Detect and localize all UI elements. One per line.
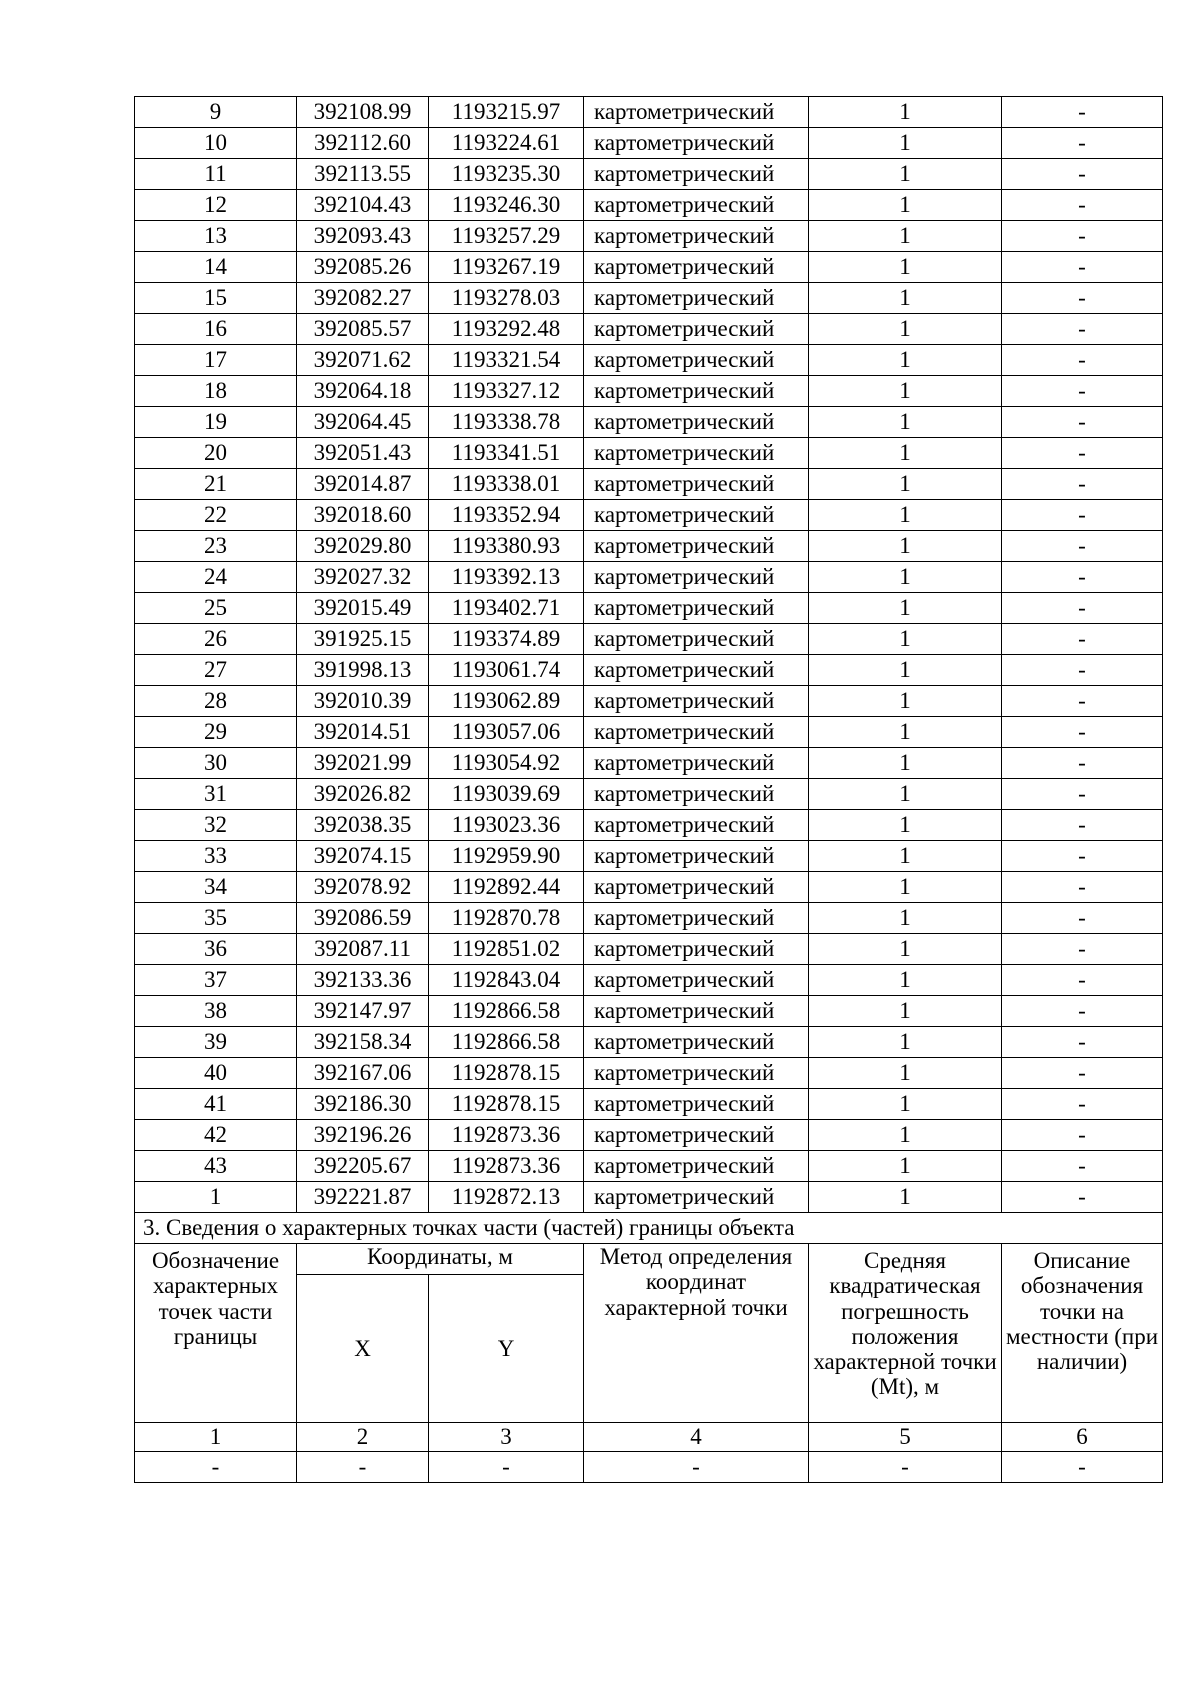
coord-y-cell: 1193054.92 [429,748,584,779]
point-number-cell: 15 [135,283,297,314]
point-number-cell: 24 [135,562,297,593]
point-number-cell: 28 [135,686,297,717]
point-number-cell: 1 [135,1182,297,1213]
coord-x-cell: 392027.32 [297,562,429,593]
coord-y-cell: 1193292.48 [429,314,584,345]
table-row [135,779,1163,810]
coord-y-cell: 1193321.54 [429,345,584,376]
table-row [135,593,1163,624]
points-table-body [135,97,1163,1213]
coord-x-cell: 392014.87 [297,469,429,500]
accuracy-cell: 1 [809,500,1002,531]
description-cell: - [1002,779,1163,810]
table-row [135,903,1163,934]
coord-x-cell: 392051.43 [297,438,429,469]
point-number-cell: 16 [135,314,297,345]
empty-cell: - [809,1452,1002,1483]
accuracy-cell: 1 [809,686,1002,717]
point-number-cell: 25 [135,593,297,624]
point-number-cell: 35 [135,903,297,934]
coord-x-cell: 392074.15 [297,841,429,872]
accuracy-cell: 1 [809,469,1002,500]
table-row [135,221,1163,252]
method-cell: картометрический [584,593,809,624]
point-number-cell: 36 [135,934,297,965]
description-cell: - [1002,283,1163,314]
table-row [135,252,1163,283]
section3-title: 3. Сведения о характерных точках части (частей) границы объекта [135,1213,1163,1244]
coord-x-cell: 392086.59 [297,903,429,934]
point-number-cell: 18 [135,376,297,407]
accuracy-cell: 1 [809,593,1002,624]
column-number: 4 [584,1423,809,1452]
description-cell: - [1002,841,1163,872]
method-cell: картометрический [584,810,809,841]
header-accuracy: Средняя квадратическая погрешность положения характерной точки (Mt), м [809,1244,1002,1423]
method-cell: картометрический [584,748,809,779]
table-row [135,314,1163,345]
coord-y-cell: 1193392.13 [429,562,584,593]
point-number-cell: 14 [135,252,297,283]
table-row [135,500,1163,531]
header-y: Y [429,1275,584,1423]
table-row [135,438,1163,469]
method-cell: картометрический [584,779,809,810]
coord-y-cell: 1193061.74 [429,655,584,686]
method-cell: картометрический [584,686,809,717]
accuracy-cell: 1 [809,1027,1002,1058]
column-number: 3 [429,1423,584,1452]
coord-y-cell: 1193057.06 [429,717,584,748]
table-row [135,872,1163,903]
header-description: Описание обозначения точки на местности (при наличии) [1002,1244,1163,1423]
point-number-cell: 23 [135,531,297,562]
method-cell: картометрический [584,500,809,531]
coord-x-cell: 392133.36 [297,965,429,996]
coord-y-cell: 1192873.36 [429,1120,584,1151]
point-number-cell: 30 [135,748,297,779]
description-cell: - [1002,562,1163,593]
coord-x-cell: 392167.06 [297,1058,429,1089]
coord-y-cell: 1193062.89 [429,686,584,717]
method-cell: картометрический [584,872,809,903]
coord-y-cell: 1192866.58 [429,1027,584,1058]
coord-y-cell: 1192872.13 [429,1182,584,1213]
point-number-cell: 37 [135,965,297,996]
coord-x-cell: 392021.99 [297,748,429,779]
empty-cell: - [1002,1452,1163,1483]
coord-y-cell: 1192851.02 [429,934,584,965]
coord-x-cell: 391998.13 [297,655,429,686]
coord-x-cell: 392112.60 [297,128,429,159]
method-cell: картометрический [584,655,809,686]
point-number-cell: 31 [135,779,297,810]
table-row [135,469,1163,500]
coord-x-cell: 392205.67 [297,1151,429,1182]
empty-data-row [135,1452,1163,1483]
coord-x-cell: 392029.80 [297,531,429,562]
table-row [135,128,1163,159]
table-row [135,810,1163,841]
coord-y-cell: 1193352.94 [429,500,584,531]
point-number-cell: 29 [135,717,297,748]
coord-x-cell: 392071.62 [297,345,429,376]
accuracy-cell: 1 [809,903,1002,934]
column-number: 1 [135,1423,297,1452]
coord-x-cell: 392108.99 [297,97,429,128]
document-sheet [134,96,1162,1483]
accuracy-cell: 1 [809,1058,1002,1089]
empty-cell: - [297,1452,429,1483]
coord-x-cell: 392010.39 [297,686,429,717]
table-row [135,531,1163,562]
accuracy-cell: 1 [809,97,1002,128]
accuracy-cell: 1 [809,314,1002,345]
table-row [135,624,1163,655]
section3-block [135,1213,1163,1483]
description-cell: - [1002,221,1163,252]
description-cell: - [1002,1089,1163,1120]
coord-y-cell: 1193235.30 [429,159,584,190]
accuracy-cell: 1 [809,1151,1002,1182]
coord-y-cell: 1193278.03 [429,283,584,314]
accuracy-cell: 1 [809,407,1002,438]
method-cell: картометрический [584,97,809,128]
coord-y-cell: 1192870.78 [429,903,584,934]
accuracy-cell: 1 [809,221,1002,252]
coord-x-cell: 392113.55 [297,159,429,190]
method-cell: картометрический [584,283,809,314]
description-cell: - [1002,903,1163,934]
accuracy-cell: 1 [809,283,1002,314]
header-method: Метод определения координат характерной точки [584,1244,809,1423]
table-row [135,1120,1163,1151]
coord-y-cell: 1193338.78 [429,407,584,438]
description-cell: - [1002,996,1163,1027]
coord-y-cell: 1193327.12 [429,376,584,407]
description-cell: - [1002,159,1163,190]
accuracy-cell: 1 [809,996,1002,1027]
coord-x-cell: 392038.35 [297,810,429,841]
coord-x-cell: 392221.87 [297,1182,429,1213]
table-row [135,1027,1163,1058]
accuracy-cell: 1 [809,748,1002,779]
point-number-cell: 17 [135,345,297,376]
accuracy-cell: 1 [809,624,1002,655]
coord-x-cell: 392082.27 [297,283,429,314]
coord-x-cell: 391925.15 [297,624,429,655]
coord-y-cell: 1193338.01 [429,469,584,500]
table-row [135,1058,1163,1089]
coord-x-cell: 392015.49 [297,593,429,624]
point-number-cell: 21 [135,469,297,500]
table-row [135,996,1163,1027]
accuracy-cell: 1 [809,345,1002,376]
method-cell: картометрический [584,1027,809,1058]
coord-x-cell: 392196.26 [297,1120,429,1151]
description-cell: - [1002,593,1163,624]
method-cell: картометрический [584,531,809,562]
description-cell: - [1002,128,1163,159]
point-number-cell: 32 [135,810,297,841]
coord-y-cell: 1193374.89 [429,624,584,655]
description-cell: - [1002,1151,1163,1182]
method-cell: картометрический [584,407,809,438]
accuracy-cell: 1 [809,438,1002,469]
method-cell: картометрический [584,562,809,593]
method-cell: картометрический [584,1151,809,1182]
table-row [135,934,1163,965]
table-row [135,965,1163,996]
coord-y-cell: 1192892.44 [429,872,584,903]
coord-y-cell: 1193380.93 [429,531,584,562]
description-cell: - [1002,1120,1163,1151]
accuracy-cell: 1 [809,810,1002,841]
empty-cell: - [584,1452,809,1483]
table-row [135,376,1163,407]
method-cell: картометрический [584,903,809,934]
description-cell: - [1002,314,1163,345]
empty-cell: - [429,1452,584,1483]
table-row [135,748,1163,779]
description-cell: - [1002,97,1163,128]
point-number-cell: 43 [135,1151,297,1182]
table-row [135,97,1163,128]
point-number-cell: 33 [135,841,297,872]
description-cell: - [1002,934,1163,965]
method-cell: картометрический [584,1058,809,1089]
table-row [135,562,1163,593]
method-cell: картометрический [584,128,809,159]
description-cell: - [1002,872,1163,903]
point-number-cell: 27 [135,655,297,686]
method-cell: картометрический [584,252,809,283]
accuracy-cell: 1 [809,252,1002,283]
coord-x-cell: 392078.92 [297,872,429,903]
method-cell: картометрический [584,717,809,748]
table-row [135,686,1163,717]
point-number-cell: 22 [135,500,297,531]
point-number-cell: 20 [135,438,297,469]
point-number-cell: 10 [135,128,297,159]
point-number-cell: 41 [135,1089,297,1120]
point-number-cell: 26 [135,624,297,655]
point-number-cell: 9 [135,97,297,128]
method-cell: картометрический [584,438,809,469]
coord-x-cell: 392087.11 [297,934,429,965]
coord-x-cell: 392085.57 [297,314,429,345]
method-cell: картометрический [584,996,809,1027]
description-cell: - [1002,190,1163,221]
description-cell: - [1002,252,1163,283]
description-cell: - [1002,500,1163,531]
method-cell: картометрический [584,934,809,965]
description-cell: - [1002,686,1163,717]
point-number-cell: 13 [135,221,297,252]
description-cell: - [1002,469,1163,500]
coord-x-cell: 392147.97 [297,996,429,1027]
coord-y-cell: 1192843.04 [429,965,584,996]
table-row [135,407,1163,438]
table-row [135,1182,1163,1213]
header-designation: Обозначение характерных точек части границы [135,1244,297,1423]
method-cell: картометрический [584,159,809,190]
table-row [135,841,1163,872]
accuracy-cell: 1 [809,1089,1002,1120]
description-cell: - [1002,748,1163,779]
table-row [135,190,1163,221]
accuracy-cell: 1 [809,965,1002,996]
coord-x-cell: 392014.51 [297,717,429,748]
method-cell: картометрический [584,965,809,996]
table-row [135,283,1163,314]
accuracy-cell: 1 [809,531,1002,562]
point-number-cell: 34 [135,872,297,903]
column-number: 2 [297,1423,429,1452]
coord-y-cell: 1193023.36 [429,810,584,841]
table-row [135,159,1163,190]
table-row [135,1089,1163,1120]
accuracy-cell: 1 [809,872,1002,903]
method-cell: картометрический [584,345,809,376]
method-cell: картометрический [584,1182,809,1213]
accuracy-cell: 1 [809,128,1002,159]
description-cell: - [1002,376,1163,407]
coord-y-cell: 1193257.29 [429,221,584,252]
header-coordinates: Координаты, м [297,1244,584,1275]
accuracy-cell: 1 [809,1120,1002,1151]
coord-x-cell: 392026.82 [297,779,429,810]
method-cell: картометрический [584,469,809,500]
coord-y-cell: 1193224.61 [429,128,584,159]
description-cell: - [1002,624,1163,655]
coord-y-cell: 1193402.71 [429,593,584,624]
coord-y-cell: 1192873.36 [429,1151,584,1182]
description-cell: - [1002,810,1163,841]
description-cell: - [1002,965,1163,996]
description-cell: - [1002,345,1163,376]
accuracy-cell: 1 [809,717,1002,748]
coord-y-cell: 1192959.90 [429,841,584,872]
accuracy-cell: 1 [809,841,1002,872]
coord-x-cell: 392064.18 [297,376,429,407]
coord-y-cell: 1193246.30 [429,190,584,221]
method-cell: картометрический [584,221,809,252]
coordinates-table [134,96,1163,1483]
method-cell: картометрический [584,841,809,872]
coord-x-cell: 392158.34 [297,1027,429,1058]
point-number-cell: 19 [135,407,297,438]
table-row [135,655,1163,686]
column-number: 5 [809,1423,1002,1452]
coord-y-cell: 1193341.51 [429,438,584,469]
accuracy-cell: 1 [809,934,1002,965]
method-cell: картометрический [584,1120,809,1151]
column-number: 6 [1002,1423,1163,1452]
coord-y-cell: 1193267.19 [429,252,584,283]
empty-cell: - [135,1452,297,1483]
coord-x-cell: 392018.60 [297,500,429,531]
point-number-cell: 11 [135,159,297,190]
point-number-cell: 40 [135,1058,297,1089]
coord-x-cell: 392093.43 [297,221,429,252]
coord-x-cell: 392186.30 [297,1089,429,1120]
table-row [135,1151,1163,1182]
coord-x-cell: 392085.26 [297,252,429,283]
accuracy-cell: 1 [809,779,1002,810]
description-cell: - [1002,717,1163,748]
coord-y-cell: 1192878.15 [429,1089,584,1120]
point-number-cell: 42 [135,1120,297,1151]
description-cell: - [1002,655,1163,686]
point-number-cell: 38 [135,996,297,1027]
table-row [135,717,1163,748]
description-cell: - [1002,1027,1163,1058]
coord-y-cell: 1193215.97 [429,97,584,128]
method-cell: картометрический [584,314,809,345]
coord-x-cell: 392104.43 [297,190,429,221]
description-cell: - [1002,531,1163,562]
description-cell: - [1002,407,1163,438]
method-cell: картометрический [584,190,809,221]
method-cell: картометрический [584,1089,809,1120]
point-number-cell: 39 [135,1027,297,1058]
accuracy-cell: 1 [809,655,1002,686]
point-number-cell: 12 [135,190,297,221]
accuracy-cell: 1 [809,1182,1002,1213]
accuracy-cell: 1 [809,159,1002,190]
coord-y-cell: 1192878.15 [429,1058,584,1089]
description-cell: - [1002,1058,1163,1089]
coord-y-cell: 1193039.69 [429,779,584,810]
description-cell: - [1002,1182,1163,1213]
coord-y-cell: 1192866.58 [429,996,584,1027]
table-row [135,345,1163,376]
description-cell: - [1002,438,1163,469]
header-x: X [297,1275,429,1423]
accuracy-cell: 1 [809,376,1002,407]
coord-x-cell: 392064.45 [297,407,429,438]
accuracy-cell: 1 [809,190,1002,221]
method-cell: картометрический [584,376,809,407]
column-number-row [135,1423,1163,1452]
accuracy-cell: 1 [809,562,1002,593]
method-cell: картометрический [584,624,809,655]
